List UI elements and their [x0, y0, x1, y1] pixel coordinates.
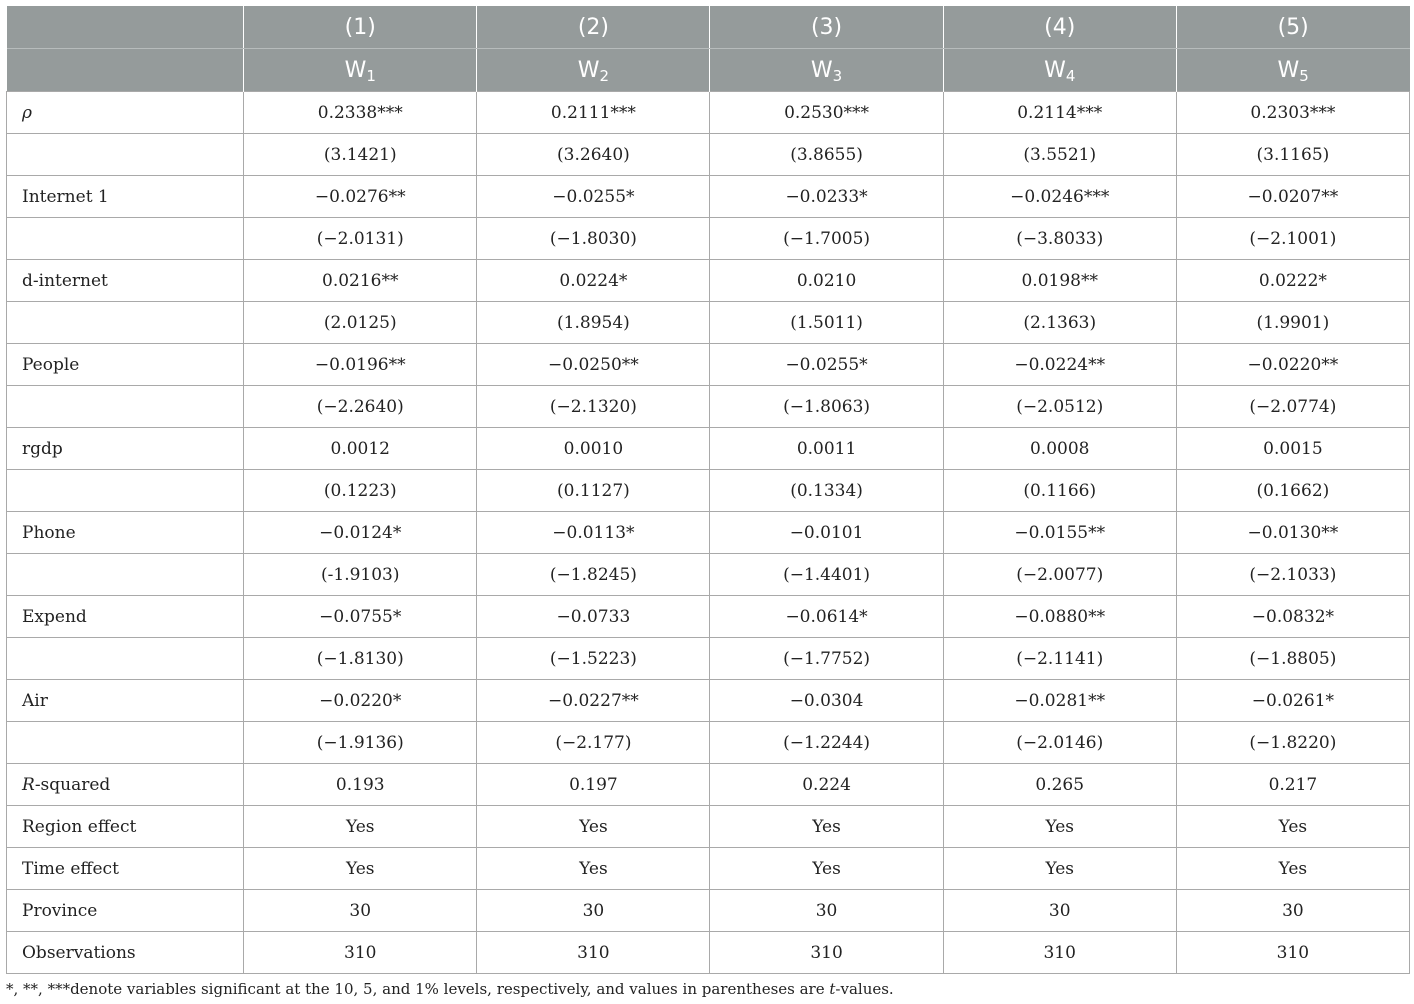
table-row: [7, 806, 1410, 848]
weight-base: W: [344, 57, 367, 83]
table-cell: 0.0010: [477, 428, 710, 470]
table-cell: −0.0246***: [943, 176, 1176, 218]
table-cell: (3.1421): [244, 134, 477, 176]
table-cell: 310: [477, 932, 710, 974]
table-cell: (−1.4401): [710, 554, 943, 596]
table-cell: 0.0015: [1176, 428, 1409, 470]
table-row: [7, 680, 1410, 722]
table-cell: −0.0304: [710, 680, 943, 722]
table-cell: 0.2111***: [477, 92, 710, 134]
table-cell: (−1.8130): [244, 638, 477, 680]
table-cell: 0.0224*: [477, 260, 710, 302]
table-cell: Yes: [943, 806, 1176, 848]
row-label: [7, 134, 244, 176]
table-cell: Yes: [477, 848, 710, 890]
row-label-text: Expend: [22, 606, 87, 627]
row-label: [7, 512, 244, 554]
table-cell: 0.2530***: [710, 92, 943, 134]
table-cell: Yes: [244, 806, 477, 848]
table-cell: 30: [244, 890, 477, 932]
table-cell: −0.0113*: [477, 512, 710, 554]
table-cell: −0.0224**: [943, 344, 1176, 386]
table-cell: (−1.8220): [1176, 722, 1409, 764]
table-cell: (−1.8063): [710, 386, 943, 428]
table-cell: 0.224: [710, 764, 943, 806]
table-cell: 310: [244, 932, 477, 974]
table-row: [7, 92, 1410, 134]
row-label: [7, 932, 244, 974]
table-cell: 0.0198**: [943, 260, 1176, 302]
table-cell: Yes: [710, 848, 943, 890]
table-row: [7, 722, 1410, 764]
weight-subscript: 3: [832, 66, 843, 85]
table-cell: −0.0255*: [710, 344, 943, 386]
table-cell: (−2.0131): [244, 218, 477, 260]
table-cell: (0.1166): [943, 470, 1176, 512]
row-label: [7, 638, 244, 680]
table-row: [7, 932, 1410, 974]
row-label-text: Air: [22, 690, 48, 711]
row-label: [7, 680, 244, 722]
table-row: [7, 428, 1410, 470]
row-label: [7, 848, 244, 890]
table-cell: −0.0255*: [477, 176, 710, 218]
row-label: [7, 302, 244, 344]
table-cell: (3.1165): [1176, 134, 1409, 176]
table-body: [7, 92, 1410, 974]
table-cell: 30: [477, 890, 710, 932]
table-cell: Yes: [244, 848, 477, 890]
table-cell: Yes: [1176, 806, 1409, 848]
header-weight: [943, 49, 1176, 92]
header-number: (2): [477, 6, 710, 49]
table-cell: (-1.9103): [244, 554, 477, 596]
table-cell: 0.2303***: [1176, 92, 1409, 134]
table-cell: −0.0196**: [244, 344, 477, 386]
weight-base: W: [577, 57, 600, 83]
regression-table: [6, 6, 1410, 974]
weight-base: W: [1277, 57, 1300, 83]
table-cell: (2.0125): [244, 302, 477, 344]
table-row: [7, 260, 1410, 302]
table-row: [7, 386, 1410, 428]
table-cell: −0.0220**: [1176, 344, 1409, 386]
table-cell: (−1.9136): [244, 722, 477, 764]
table-row: [7, 848, 1410, 890]
row-label: [7, 806, 244, 848]
row-label-text: Region effect: [22, 816, 137, 837]
table-cell: 310: [1176, 932, 1409, 974]
table-cell: 0.0012: [244, 428, 477, 470]
table-cell: (−2.177): [477, 722, 710, 764]
row-label: [7, 92, 244, 134]
table-cell: 30: [710, 890, 943, 932]
row-label: [7, 176, 244, 218]
table-cell: (0.1223): [244, 470, 477, 512]
row-label: [7, 218, 244, 260]
table-cell: (−2.1141): [943, 638, 1176, 680]
table-cell: (−1.7005): [710, 218, 943, 260]
table-cell: −0.0614*: [710, 596, 943, 638]
table-row: [7, 764, 1410, 806]
header-number: (1): [244, 6, 477, 49]
table-cell: −0.0220*: [244, 680, 477, 722]
table-cell: 0.2338***: [244, 92, 477, 134]
table-cell: (−3.8033): [943, 218, 1176, 260]
table-cell: 0.0011: [710, 428, 943, 470]
row-label: [7, 722, 244, 764]
table-cell: 0.193: [244, 764, 477, 806]
weight-subscript: 1: [366, 66, 376, 85]
table-row: [7, 554, 1410, 596]
header-corner: [7, 6, 244, 49]
table-cell: (−2.0077): [943, 554, 1176, 596]
table-cell: 310: [710, 932, 943, 974]
row-label: [7, 554, 244, 596]
row-label: [7, 386, 244, 428]
header-corner: [7, 49, 244, 92]
row-label-text: Observations: [22, 942, 136, 963]
footnote-italic: t: [829, 980, 836, 998]
table-footnote: [6, 980, 894, 998]
table-row: [7, 890, 1410, 932]
table-cell: (1.8954): [477, 302, 710, 344]
footnote-text: *, **, ***denote variables significant at the 10, 5, and 1% levels, respectively, and values in parentheses are: [6, 980, 830, 998]
weight-subscript: 5: [1299, 66, 1309, 85]
header-weight: [244, 49, 477, 92]
table-cell: 0.265: [943, 764, 1176, 806]
table-cell: (−1.2244): [710, 722, 943, 764]
row-label-text: Phone: [22, 522, 76, 543]
table-cell: (3.5521): [943, 134, 1176, 176]
row-label: [7, 764, 244, 806]
table-cell: 0.197: [477, 764, 710, 806]
table-cell: −0.0276**: [244, 176, 477, 218]
table-cell: 0.217: [1176, 764, 1409, 806]
header-weight: [710, 49, 943, 92]
table-cell: (−2.1001): [1176, 218, 1409, 260]
header-weight: [477, 49, 710, 92]
table-cell: 0.2114***: [943, 92, 1176, 134]
table-row: [7, 176, 1410, 218]
table-row: [7, 218, 1410, 260]
row-label-suffix: -squared: [34, 774, 111, 795]
table-cell: (−2.2640): [244, 386, 477, 428]
row-label: [7, 890, 244, 932]
weight-base: W: [810, 57, 833, 83]
table-row: [7, 512, 1410, 554]
table-row: [7, 344, 1410, 386]
table-row: [7, 302, 1410, 344]
table-cell: 0.0210: [710, 260, 943, 302]
table-row: [7, 638, 1410, 680]
table-cell: −0.0227**: [477, 680, 710, 722]
table-cell: (0.1334): [710, 470, 943, 512]
row-label-text: rgdp: [22, 438, 63, 459]
table-cell: (−2.1033): [1176, 554, 1409, 596]
table-cell: (0.1127): [477, 470, 710, 512]
table-cell: −0.0101: [710, 512, 943, 554]
header-number: (5): [1176, 6, 1409, 49]
table-cell: −0.0261*: [1176, 680, 1409, 722]
table-cell: −0.0733: [477, 596, 710, 638]
table-cell: (−2.0146): [943, 722, 1176, 764]
table-cell: Yes: [710, 806, 943, 848]
row-label: [7, 428, 244, 470]
weight-subscript: 2: [599, 66, 610, 85]
header-number: (3): [710, 6, 943, 49]
row-label-text: d-internet: [22, 270, 108, 291]
table-cell: 30: [943, 890, 1176, 932]
table-cell: (1.9901): [1176, 302, 1409, 344]
table-cell: (−1.8030): [477, 218, 710, 260]
table-cell: −0.0155**: [943, 512, 1176, 554]
row-label-text: Province: [22, 900, 98, 921]
weight-subscript: 4: [1065, 66, 1076, 85]
table-cell: 30: [1176, 890, 1409, 932]
table-cell: (−2.0512): [943, 386, 1176, 428]
table-cell: (2.1363): [943, 302, 1176, 344]
table-cell: (1.5011): [710, 302, 943, 344]
table-cell: 0.0008: [943, 428, 1176, 470]
table-cell: (−1.5223): [477, 638, 710, 680]
table-cell: Yes: [477, 806, 710, 848]
table-cell: (3.8655): [710, 134, 943, 176]
row-label-text: People: [22, 354, 80, 375]
table-cell: −0.0281**: [943, 680, 1176, 722]
table-cell: −0.0880**: [943, 596, 1176, 638]
table-row: [7, 134, 1410, 176]
table-cell: −0.0832*: [1176, 596, 1409, 638]
table-cell: −0.0207**: [1176, 176, 1409, 218]
row-label-text: ρ: [22, 102, 32, 123]
row-label: [7, 470, 244, 512]
weight-base: W: [1044, 57, 1066, 83]
table-cell: (−1.7752): [710, 638, 943, 680]
table-row: [7, 470, 1410, 512]
table-cell: (−1.8805): [1176, 638, 1409, 680]
table-header: [7, 6, 1410, 92]
table-cell: −0.0124*: [244, 512, 477, 554]
header-row-numbers: [7, 6, 1410, 49]
header-row-weights: [7, 49, 1410, 92]
table-cell: 0.0222*: [1176, 260, 1409, 302]
row-label-text: R: [22, 774, 35, 795]
table-cell: (−2.1320): [477, 386, 710, 428]
row-label: [7, 596, 244, 638]
header-number: (4): [943, 6, 1176, 49]
header-weight: [1176, 49, 1409, 92]
table-cell: (−2.0774): [1176, 386, 1409, 428]
row-label-text: Time effect: [22, 858, 119, 879]
table-cell: 0.0216**: [244, 260, 477, 302]
row-label: [7, 344, 244, 386]
table-cell: (−1.8245): [477, 554, 710, 596]
table-cell: −0.0233*: [710, 176, 943, 218]
table-cell: Yes: [943, 848, 1176, 890]
table-row: [7, 596, 1410, 638]
table-cell: −0.0130**: [1176, 512, 1409, 554]
table-cell: 310: [943, 932, 1176, 974]
footnote-tail: -values.: [835, 980, 894, 998]
table-cell: −0.0250**: [477, 344, 710, 386]
table-cell: (0.1662): [1176, 470, 1409, 512]
table-cell: (3.2640): [477, 134, 710, 176]
table-cell: −0.0755*: [244, 596, 477, 638]
row-label-text: Internet 1: [22, 186, 109, 207]
row-label: [7, 260, 244, 302]
table-cell: Yes: [1176, 848, 1409, 890]
